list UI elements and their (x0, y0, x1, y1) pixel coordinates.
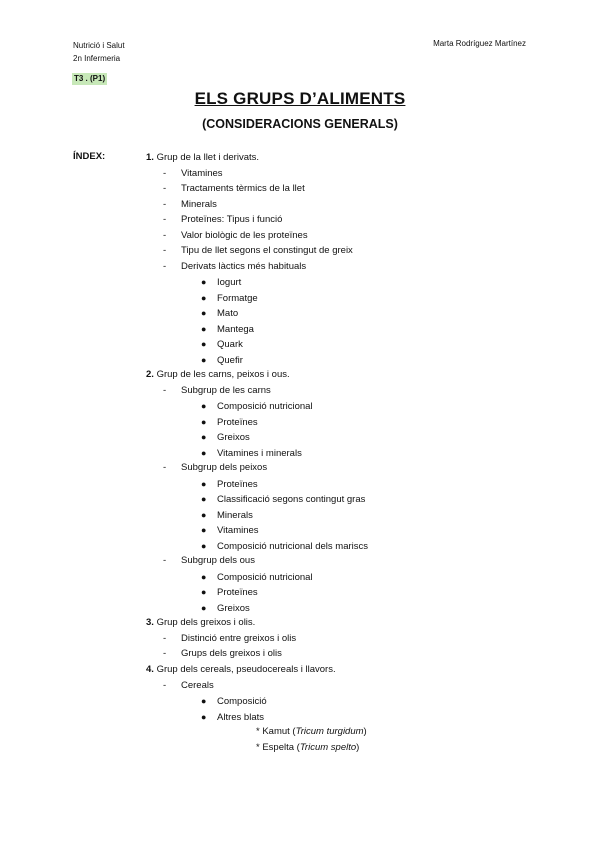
toc-bullet-item: ● Mato (201, 308, 239, 319)
toc-item: - Distinció entre greixos i olis (163, 633, 297, 644)
toc-bullet-item: ● Formatge (201, 293, 258, 304)
toc-bullet-item: ● Altres blats (201, 712, 264, 723)
toc-subgroup: - Subgrup dels ous (163, 555, 255, 566)
toc-item: - Minerals (163, 199, 217, 210)
toc-item: - Derivats làctics més habituals (163, 261, 307, 272)
course-name: Nutrició i Salut (73, 41, 125, 50)
index-label: ÍNDEX: (73, 151, 106, 162)
toc-group-4: 4. Grup dels cereals, pseudocereals i llavors. (146, 664, 336, 675)
toc-bullet-item: ● Composició nutricional dels mariscs (201, 541, 368, 552)
author-name: Marta Rodríguez Martínez (433, 39, 526, 48)
toc-subgroup: - Subgrup dels peixos (163, 462, 268, 473)
toc-bullet-item: ● Vitamines (201, 525, 259, 536)
toc-bullet-item: ● Quefir (201, 355, 243, 366)
toc-bullet-item: ● Greixos (201, 432, 250, 443)
toc-subgroup: - Cereals (163, 680, 214, 691)
toc-bullet-item: ● Classificació segons contingut gras (201, 494, 366, 505)
toc-bullet-item: ● Mantega (201, 324, 254, 335)
toc-bullet-item: ● Composició nutricional (201, 401, 313, 412)
toc-group-2: 2. Grup de les carns, peixos i ous. (146, 369, 290, 380)
toc-bullet-item: ● Proteïnes (201, 479, 258, 490)
toc-group-1: 1. Grup de la llet i derivats. (146, 152, 260, 163)
toc-bullet-item: ● Iogurt (201, 277, 242, 288)
toc-item: - Tractaments tèrmics de la llet (163, 183, 305, 194)
toc-bullet-item: ● Proteïnes (201, 417, 258, 428)
toc-bullet-item: ● Greixos (201, 603, 250, 614)
toc-group-3: 3. Grup dels greixos i olis. (146, 617, 256, 628)
toc-item: - Proteïnes: Tipus i funció (163, 214, 283, 225)
toc-item: - Grups dels greixos i olis (163, 648, 282, 659)
course-year: 2n Infermeria (73, 54, 121, 63)
toc-subgroup: - Subgrup de les carns (163, 385, 271, 396)
toc-item: - Valor biològic de les proteïnes (163, 230, 308, 241)
toc-bullet-item: ● Quark (201, 339, 243, 350)
toc-item: - Tipu de llet segons el constingut de greix (163, 245, 353, 256)
toc-bullet-item: ● Composició (201, 696, 267, 707)
toc-bullet-item: ● Vitamines i minerals (201, 448, 302, 459)
page-subtitle: (CONSIDERACIONS GENERALS) (202, 117, 398, 131)
toc-bullet-item: ● Composició nutricional (201, 572, 313, 583)
toc-subitem-kamut: * Kamut (Tricum turgidum) (256, 726, 367, 737)
page-title: ELS GRUPS D’ALIMENTS (194, 89, 406, 108)
toc-item: - Vitamines (163, 168, 223, 179)
toc-subitem-espelta: * Espelta (Tricum spelto) (256, 742, 360, 753)
topic-tag: T3 . (P1) (74, 74, 106, 83)
toc-bullet-item: ● Proteïnes (201, 587, 258, 598)
header-left (73, 39, 125, 65)
toc-bullet-item: ● Minerals (201, 510, 253, 521)
